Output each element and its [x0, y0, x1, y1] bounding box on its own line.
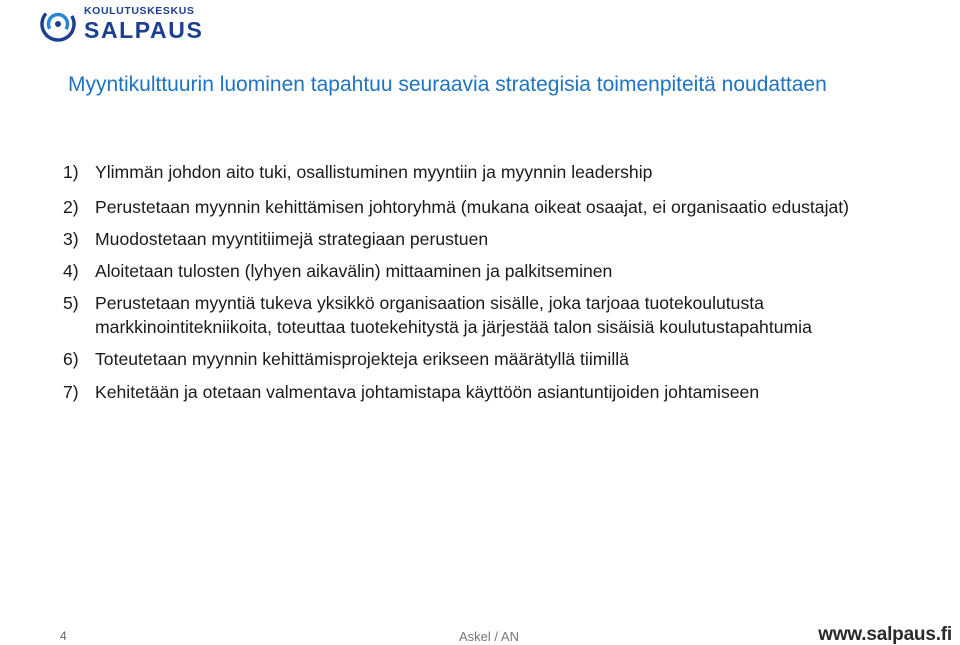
footer-author: Askel / AN	[459, 629, 519, 644]
list-item-text: Kehitetään ja otetaan valmentava johtamistapa käyttöön asiantuntijoiden johtamiseen	[95, 382, 760, 402]
list-item-text: Aloitetaan tulosten (lyhyen aikavälin) mittaaminen ja palkitseminen	[95, 261, 613, 281]
list-item	[63, 380, 943, 404]
footer-url: www.salpaus.fi	[818, 624, 952, 645]
logo-line-2: SALPAUS	[84, 16, 204, 43]
list-item-number: 4)	[63, 261, 79, 281]
list-item	[63, 259, 943, 283]
list-item	[63, 195, 943, 219]
list-item-number: 1)	[63, 162, 79, 182]
list-item-number: 3)	[63, 229, 79, 249]
slide-title: Myyntikulttuurin luominen tapahtuu seuraavia strategisia toimenpiteitä noudattaen	[68, 73, 827, 96]
list-item	[63, 347, 943, 371]
strategy-list	[63, 160, 943, 404]
logo-line-1: KOULUTUSKESKUS	[84, 5, 195, 18]
salpaus-logo	[40, 6, 203, 42]
list-item	[63, 160, 943, 184]
list-item-number: 6)	[63, 349, 79, 369]
list-item-number: 7)	[63, 382, 79, 402]
list-item-number: 2)	[63, 197, 79, 217]
list-item-text: Toteutetaan myynnin kehittämisprojekteja erikseen määrätyllä tiimillä	[95, 349, 629, 369]
logo-wordmark	[84, 6, 203, 42]
list-item-number: 5)	[63, 293, 79, 313]
page-number: 4	[60, 629, 67, 643]
list-item-text: Perustetaan myynnin kehittämisen johtoryhmä (mukana oikeat osaajat, ei organisaatio edustajat)	[95, 197, 850, 217]
salpaus-swirl-icon	[40, 6, 76, 42]
list-item-text: Perustetaan myyntiä tukeva yksikkö organisaation sisälle, joka tarjoaa tuotekoulutusta markkinointitekniikoita, toteuttaa tuotekehitystä ja järjestää talon sisäisiä koulutustapahtumia	[95, 293, 812, 337]
list-item	[63, 291, 943, 339]
list-item-text: Ylimmän johdon aito tuki, osallistuminen myyntiin ja myynnin leadership	[95, 162, 653, 182]
list-item	[63, 227, 943, 251]
list-item-text: Muodostetaan myyntitiimejä strategiaan perustuen	[95, 229, 489, 249]
